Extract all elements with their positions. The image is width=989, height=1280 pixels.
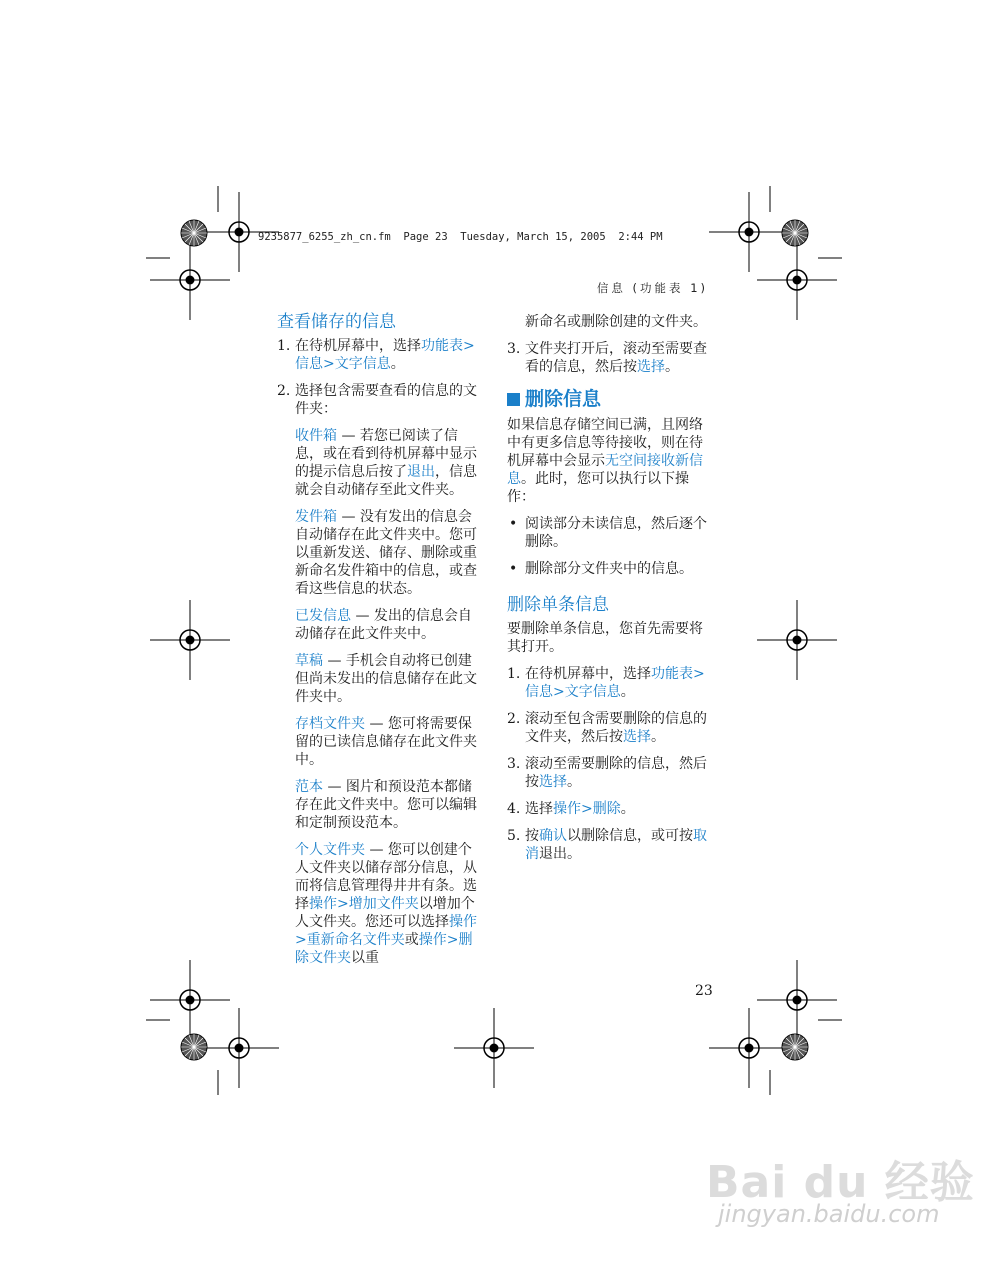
running-header: 信息 (功能表 1) <box>596 281 708 295</box>
folder-sent: 已发信息 — 发出的信息会自动储存在此文件夹中。 <box>295 608 472 642</box>
step-3: 3. 文件夹打开后，滚动至需要查看的信息，然后按选择。 <box>507 341 707 375</box>
crop-target-right-upper <box>757 240 837 320</box>
crop-star-top-left <box>181 220 207 246</box>
delete-paragraph: 如果信息存储空间已满，且网络中有更多信息等待接收，则在待机屏幕中会显示无空间接收新信息。此时，您可以执行以下操作： <box>507 417 703 505</box>
single-intro: 要删除单条信息，您首先需要将其打开。 <box>507 621 703 655</box>
crop-star-bottom-right <box>782 1034 808 1060</box>
crop-target-left-middle <box>150 600 230 680</box>
crop-target-top-right <box>709 192 789 272</box>
step-2: 2. 选择包含需要查看的信息的文件夹： <box>277 383 477 417</box>
folder-templates: 范本 — 图片和预设范本都储存在此文件夹中。您可以编辑和定制预设范本。 <box>295 779 477 831</box>
crop-star-top-right <box>782 220 808 246</box>
crop-target-left-lower <box>150 960 230 1040</box>
bullet-item: • 阅读部分未读信息，然后逐个删除。 <box>509 516 707 550</box>
section-title-view-saved: 查看储存的信息 <box>277 312 396 332</box>
link-text-messages: 文字信息 <box>334 356 391 372</box>
step-1: 1. 在待机屏幕中，选择功能表>信息>文字信息。 <box>277 338 475 372</box>
baidu-watermark-url: jingyan.baidu.com <box>718 1200 940 1228</box>
crop-target-left-upper <box>150 240 230 320</box>
right-column <box>507 313 713 872</box>
continued-text: 新命名或删除创建的文件夹。 <box>525 314 707 330</box>
crop-target-right-middle <box>757 600 837 680</box>
crop-target-bottom-right <box>709 1008 789 1088</box>
baidu-watermark-logo: Bai du 经验 <box>706 1157 975 1208</box>
link-messages: 信息 <box>295 356 323 372</box>
folder-drafts: 草稿 — 手机会自动将已创建但尚未发出的信息储存在此文件夹中。 <box>295 653 477 705</box>
bullet-item: • 删除部分文件夹中的信息。 <box>509 561 693 577</box>
folder-outbox: 发件箱 — 没有发出的信息会自动储存在此文件夹中。您可以重新发送、储存、删除或重新命名发件箱中的信息，或查看这些信息的状态。 <box>295 509 477 597</box>
crop-target-right-lower <box>757 960 837 1040</box>
crop-target-bottom-left <box>199 1008 279 1088</box>
page-number: 23 <box>695 983 713 999</box>
section-title-delete: 删除信息 <box>507 390 713 408</box>
delete-step-1: 1. 在待机屏幕中，选择功能表>信息>文字信息。 <box>507 666 705 700</box>
section-title-delete-single: 删除单条信息 <box>507 595 609 615</box>
left-column <box>277 313 482 967</box>
bullet-icon: • <box>509 561 518 577</box>
section-square-icon <box>507 393 520 406</box>
link-menu: 功能表 <box>421 338 463 354</box>
delete-step-5: 5. 按确认以删除信息，或可按取消退出。 <box>507 828 707 862</box>
delete-step-4: 4. 选择操作>删除。 <box>507 801 635 817</box>
delete-step-2: 2. 滚动至包含需要删除的信息的文件夹，然后按选择。 <box>507 711 707 745</box>
folder-personal: 个人文件夹 — 您可以创建个人文件夹以储存部分信息，从而将信息管理得井井有条。选择操作>增加文件夹以增加个人文件夹。您还可以选择操作>重新命名文件夹或操作>删除文件夹以重 <box>295 842 477 966</box>
folder-inbox: 收件箱 — 若您已阅读了信息，或在看到待机屏幕中显示的提示信息后按了退出，信息就会自动储存至此文件夹。 <box>295 428 477 498</box>
crop-target-bottom-center <box>454 1008 534 1088</box>
folder-archive: 存档文件夹 — 您可将需要保留的已读信息储存在此文件夹中。 <box>295 716 477 768</box>
bullet-icon: • <box>509 516 518 532</box>
delete-step-3: 3. 滚动至需要删除的信息，然后按选择。 <box>507 756 707 790</box>
file-info-line: 9235877_6255_zh_cn.fm Page 23 Tuesday, March 15, 2005 2:44 PM <box>258 231 663 243</box>
crop-star-bottom-left <box>181 1034 207 1060</box>
